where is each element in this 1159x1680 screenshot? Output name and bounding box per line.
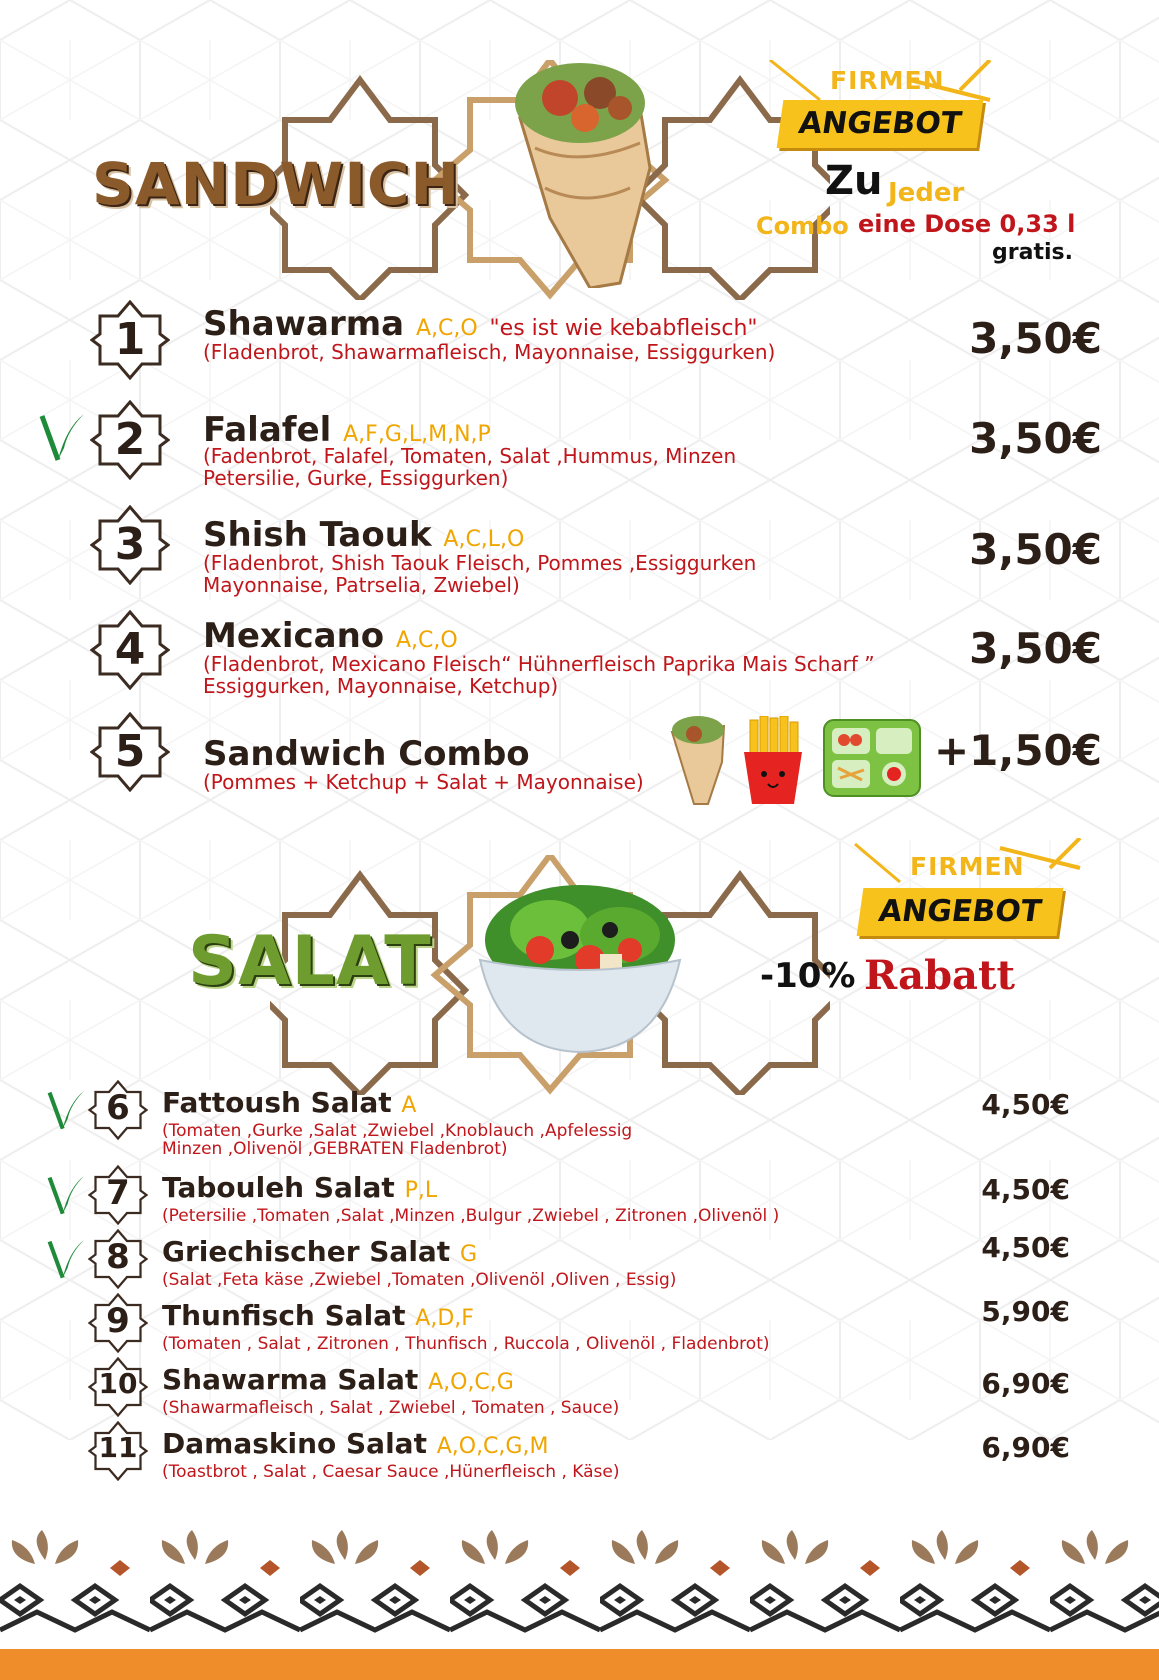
item-number-badge xyxy=(90,505,170,585)
item-number-badge xyxy=(88,1229,148,1289)
item-description xyxy=(203,772,644,794)
menu-item-shawarma-salat xyxy=(0,1357,1159,1417)
item-title: Shish Taouk xyxy=(203,515,432,555)
item-description-line: (Pommes + Ketchup + Salat + Mayonnaise) xyxy=(203,770,644,794)
item-price: 3,50€ xyxy=(969,624,1102,673)
vegan-leaf-icon xyxy=(46,1235,86,1281)
promo-eine-dose: eine Dose 0,33 l xyxy=(858,210,1076,238)
item-title: Damaskino Salat xyxy=(162,1427,427,1460)
item-title: Griechischer Salat xyxy=(162,1235,451,1268)
item-allergens: P,L xyxy=(404,1178,438,1203)
promo-angebot-ribbon: ANGEBOT xyxy=(777,100,984,148)
menu-item-thunfisch-salat xyxy=(0,1293,1159,1353)
item-name xyxy=(162,1171,437,1204)
footer-orange-band xyxy=(0,1649,1159,1680)
item-number-badge xyxy=(88,1165,148,1225)
item-number: 1 xyxy=(114,314,146,365)
salat-promo xyxy=(760,838,1150,1018)
menu-item-tabouleh-salat xyxy=(0,1165,1159,1225)
item-number: 3 xyxy=(114,519,146,570)
item-description-line: (Fadenbrot, Falafel, Tomaten, Salat ,Hummus, Minzen xyxy=(203,444,737,468)
item-number-badge xyxy=(90,400,170,480)
item-number-badge xyxy=(88,1357,148,1417)
menu-item-griechischer-salat xyxy=(0,1229,1159,1289)
item-description xyxy=(162,1399,619,1417)
item-description xyxy=(162,1271,676,1289)
item-title: Fattoush Salat xyxy=(162,1086,392,1119)
item-number: 4 xyxy=(114,624,146,675)
item-allergens: A,C,L,O xyxy=(443,527,525,552)
item-description-line: (Tomaten , Salat , Zitronen , Thunfisch , Ruccola , Olivenöl , Fladenbrot) xyxy=(162,1334,770,1354)
item-allergens: A,C,O xyxy=(395,628,458,653)
item-description xyxy=(162,1122,632,1159)
item-number-badge xyxy=(90,610,170,690)
vegan-leaf-icon xyxy=(46,1086,86,1132)
menu-item-shawarma xyxy=(0,300,1159,390)
item-number: 7 xyxy=(106,1173,130,1213)
item-number-badge xyxy=(90,712,170,792)
menu-item-falafel xyxy=(0,400,1159,500)
item-price: 3,50€ xyxy=(969,525,1102,574)
item-description-line: (Tomaten ,Gurke ,Salat ,Zwiebel ,Knoblauch ,Apfelessig xyxy=(162,1121,633,1141)
item-allergens: A,O,C,G xyxy=(428,1370,514,1395)
promo-combo: Combo xyxy=(756,212,849,240)
footer-ornament xyxy=(0,1530,1159,1649)
promo-discount: -10% xyxy=(760,956,856,996)
item-price: 4,50€ xyxy=(981,1088,1070,1121)
item-price: 3,50€ xyxy=(969,414,1102,463)
item-description xyxy=(203,654,875,697)
vegan-leaf-icon xyxy=(46,1171,86,1217)
item-price: +1,50€ xyxy=(933,726,1102,775)
item-number-badge xyxy=(90,300,170,380)
item-name xyxy=(203,304,758,344)
item-name xyxy=(162,1086,416,1119)
promo-gratis: gratis. xyxy=(992,240,1073,265)
promo-jeder: Jeder xyxy=(888,178,965,208)
item-allergens: A,O,C,G,M xyxy=(436,1434,549,1459)
item-name xyxy=(162,1235,477,1268)
item-allergens: A,D,F xyxy=(415,1306,474,1331)
item-allergens: G xyxy=(459,1242,478,1267)
item-description-line: (Fladenbrot, Mexicano Fleisch“ Hühnerfleisch Paprika Mais Scharf ” xyxy=(203,652,875,676)
item-price: 3,50€ xyxy=(969,314,1102,363)
item-title: Sandwich Combo xyxy=(203,734,530,774)
item-name xyxy=(162,1427,548,1460)
menu-item-mexicano xyxy=(0,610,1159,710)
item-description-line: Minzen ,Olivenöl ,GEBRATEN Fladenbrot) xyxy=(162,1139,508,1160)
item-price: 5,90€ xyxy=(981,1295,1070,1328)
promo-firmen-label: FIRMEN xyxy=(830,66,945,95)
item-description xyxy=(203,342,775,364)
promo-firmen-label: FIRMEN xyxy=(910,852,1025,881)
item-title: Falafel xyxy=(203,410,332,450)
menu-item-damaskino-salat xyxy=(0,1421,1159,1481)
item-number: 8 xyxy=(106,1237,130,1277)
item-description-line: (Salat ,Feta käse ,Zwiebel ,Tomaten ,Olivenöl ,Oliven , Essig) xyxy=(162,1270,677,1290)
item-price: 4,50€ xyxy=(981,1173,1070,1206)
item-name xyxy=(162,1363,514,1396)
item-description-line: Mayonnaise, Patrselia, Zwiebel) xyxy=(203,572,520,597)
item-number: 10 xyxy=(98,1367,138,1400)
sandwich-promo xyxy=(756,60,1150,280)
item-name xyxy=(203,734,530,774)
item-description-line: Petersilie, Gurke, Essiggurken) xyxy=(203,465,509,490)
item-description xyxy=(162,1335,770,1353)
item-name xyxy=(203,616,458,656)
vegan-leaf-icon xyxy=(38,408,86,464)
item-title: Thunfisch Salat xyxy=(162,1299,406,1332)
promo-zu: Zu xyxy=(825,158,883,204)
item-description-line: (Shawarmafleisch , Salat , Zwiebel , Tomaten , Sauce) xyxy=(162,1398,620,1418)
wrap-icon xyxy=(664,712,736,807)
sandwich-section-title: SANDWICH xyxy=(92,150,461,218)
item-title: Shawarma xyxy=(203,304,405,344)
menu-item-shish-taouk xyxy=(0,505,1159,605)
item-allergens: A,F,G,L,M,N,P xyxy=(343,422,491,447)
item-price: 4,50€ xyxy=(981,1231,1070,1264)
item-name xyxy=(203,515,524,555)
item-description-line: (Fladenbrot, Shish Taouk Fleisch, Pommes ,Essiggurken xyxy=(203,551,757,575)
item-number: 9 xyxy=(106,1301,130,1341)
item-description xyxy=(203,446,736,489)
item-number: 6 xyxy=(106,1088,130,1128)
promo-angebot-ribbon: ANGEBOT xyxy=(857,888,1064,936)
item-description-line: (Toastbrot , Salat , Caesar Sauce ,Hünerfleisch , Käse) xyxy=(162,1462,620,1482)
salat-section-title: SALAT xyxy=(188,922,432,1001)
item-number-badge xyxy=(88,1293,148,1353)
item-allergens: A xyxy=(401,1093,417,1118)
item-title: Mexicano xyxy=(203,616,385,656)
item-allergens: A,C,O xyxy=(415,316,478,341)
item-title: Tabouleh Salat xyxy=(162,1171,395,1204)
menu-item-fattoush-salat xyxy=(0,1080,1159,1165)
item-description xyxy=(162,1207,779,1225)
item-description-line: Essiggurken, Mayonnaise, Ketchup) xyxy=(203,673,559,698)
salad-bowl-illustration xyxy=(470,880,690,1060)
item-number: 5 xyxy=(114,726,146,777)
item-number: 11 xyxy=(98,1431,138,1464)
item-number: 2 xyxy=(114,414,146,465)
item-price: 6,90€ xyxy=(981,1431,1070,1464)
menu-item-sandwich-combo xyxy=(0,712,1159,802)
item-note: "es ist wie kebabfleisch" xyxy=(489,316,758,341)
fries-icon xyxy=(740,716,806,806)
item-description xyxy=(203,553,756,596)
promo-rabatt: Rabatt xyxy=(864,952,1015,999)
item-number-badge xyxy=(88,1080,148,1140)
item-description-line: (Fladenbrot, Shawarmafleisch, Mayonnaise, Essiggurken) xyxy=(203,340,776,364)
item-price: 6,90€ xyxy=(981,1367,1070,1400)
shawarma-wrap-illustration xyxy=(490,48,670,288)
item-number-badge xyxy=(88,1421,148,1481)
item-name xyxy=(162,1299,474,1332)
item-title: Shawarma Salat xyxy=(162,1363,419,1396)
item-description-line: (Petersilie ,Tomaten ,Salat ,Minzen ,Bulgur ,Zwiebel , Zitronen ,Olivenöl ) xyxy=(162,1206,780,1226)
item-description xyxy=(162,1463,619,1481)
